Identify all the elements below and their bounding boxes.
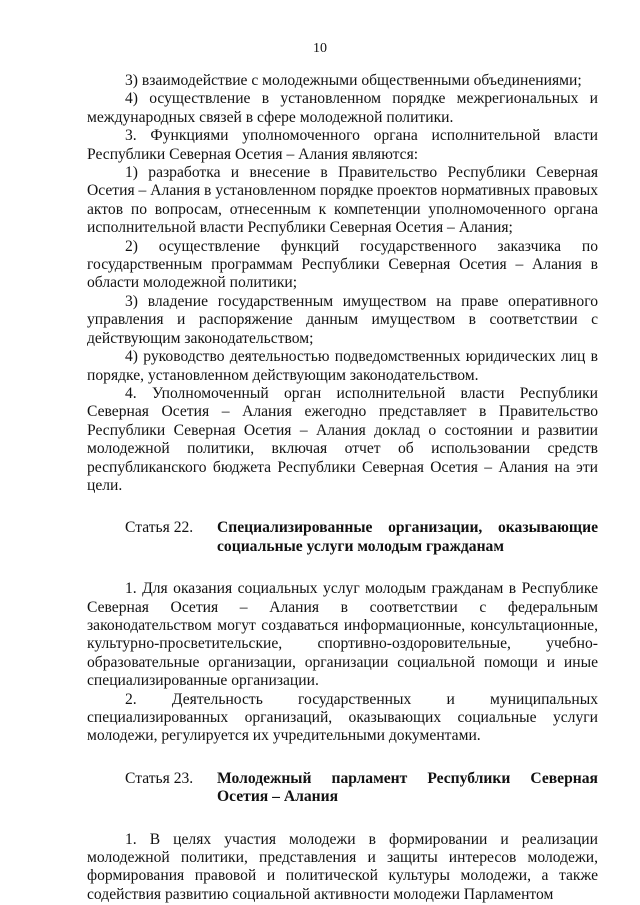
page-number: 10 (313, 41, 327, 56)
paragraph: 4. Уполномоченный орган исполнительной власти Республики Северная Осетия – Алания ежегодно представляет в Правительство Республики Северная Осетия – Алания доклад о состоянии и развитии молодежной политики, включая отчет об использовании средств республиканского бюджета Республики Северная Осетия – Алания на эти цели. (87, 384, 598, 494)
paragraph: 1. Для оказания социальных услуг молодым гражданам в Республике Северная Осетия – Алания в соответствии с федеральным законодательством могут создаваться информационные, консультационные, культурно-просветительские, спортивно-оздоровительные, учебно-образовательные организации, организации социальной помощи и иные специализированные организации. (87, 580, 598, 690)
article-title: Специализированные организации, оказывающие социальные услуги молодым гражданам (217, 519, 598, 555)
paragraph: 2) осуществление функций государственного заказчика по государственным программам Республики Северная Осетия – Алания в области молодежной политики; (87, 237, 598, 292)
paragraph: 2. Деятельность государственных и муниципальных специализированных организаций, оказывающих социальные услуги молодежи, регулируется их учредительными документами. (87, 690, 598, 745)
article-22-heading (87, 519, 598, 556)
document-body (87, 72, 598, 904)
article-title: Молодежный парламент Республики Северная Осетия – Алания (217, 769, 598, 806)
paragraph: 3) взаимодействие с молодежными общественными объединениями; (125, 72, 582, 89)
article-23-heading (87, 770, 598, 807)
paragraph: 1. В целях участия молодежи в формировании и реализации молодежной политики, представления и защиты интересов молодежи, формирования правовой и политической культуры молодежи, а также содействия развитию социальной активности молодежи Парламентом (87, 830, 598, 903)
paragraph: 4) осуществление в установленном порядке межрегиональных и международных связей в сфере молодежной политики. (87, 90, 598, 126)
article-label: Статья 22. (125, 519, 194, 537)
article-label: Статья 23. (125, 769, 194, 787)
paragraph: 1) разработка и внесение в Правительство Республики Северная Осетия – Алания в установленном порядке проектов нормативных правовых актов по вопросам, отнесенным к компетенции уполномоченного органа исполнительной власти Республики Северная Осетия – Алания; (87, 164, 598, 237)
paragraph: 4) руководство деятельностью подведомственных юридических лиц в порядке, установленном действующим законодательством. (87, 348, 598, 384)
paragraph: 3) владение государственным имуществом на праве оперативного управления и распоряжение данным имуществом в соответствии с действующим законодательством; (87, 292, 598, 347)
paragraph: 3. Функциями уполномоченного органа исполнительной власти Республики Северная Осетия – Алания являются: (87, 127, 598, 163)
